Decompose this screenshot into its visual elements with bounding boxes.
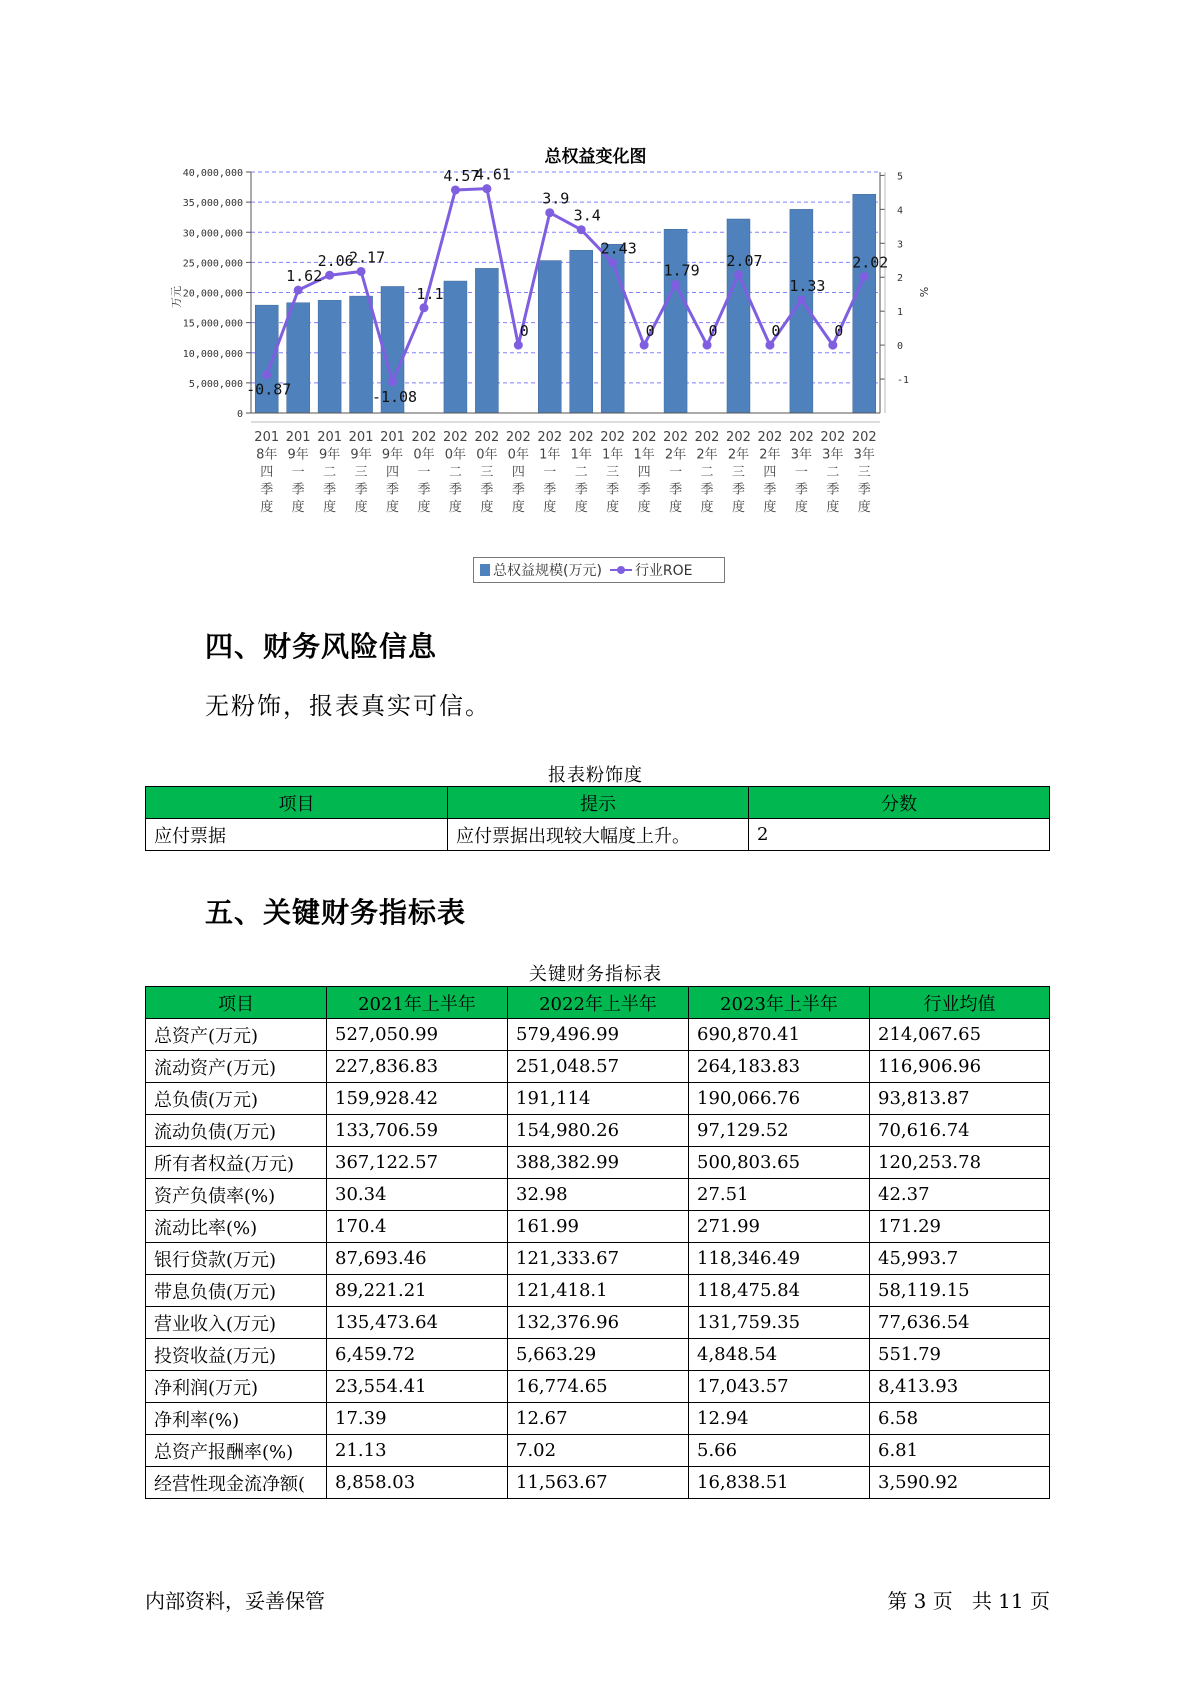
kpi-cell-2021: 527,050.99 [327, 1019, 508, 1051]
x-tick-label: 201 [285, 430, 311, 445]
roe-point [325, 271, 334, 280]
risk-table [145, 786, 1050, 851]
x-tick-label: 季 [700, 482, 714, 498]
x-tick-label: 度 [669, 500, 683, 515]
x-tick-label: 度 [543, 500, 557, 515]
x-tick-label: 季 [386, 482, 400, 498]
kpi-cell-2021: 6,459.72 [327, 1339, 508, 1371]
roe-point [640, 341, 649, 350]
kpi-cell-2023: 16,838.51 [689, 1467, 870, 1499]
kpi-cell-2022: 11,563.67 [508, 1467, 689, 1499]
equity-bar [444, 281, 467, 413]
x-tick-label: 度 [417, 500, 431, 515]
table-row [146, 1211, 1050, 1243]
x-tick-label: 季 [857, 482, 871, 498]
kpi-cell-2021: 159,928.42 [327, 1083, 508, 1115]
kpi-cell-2023: 271.99 [689, 1211, 870, 1243]
table-row [146, 819, 1050, 851]
kpi-cell-2023: 690,870.41 [689, 1019, 870, 1051]
kpi-table-caption: 关键财务指标表 [529, 964, 662, 985]
kpi-cell-2021: 21.13 [327, 1435, 508, 1467]
x-tick-label: 季 [637, 482, 651, 498]
x-tick-label: 202 [537, 430, 563, 445]
roe-point [451, 185, 460, 194]
x-tick-label: 202 [505, 430, 531, 445]
x-tick-label: 三 [480, 465, 494, 480]
roe-data-label: 4.61 [474, 165, 511, 184]
x-tick-label: 202 [474, 430, 500, 445]
roe-data-label: 2.06 [317, 252, 354, 271]
roe-data-label: 0 [771, 322, 781, 341]
x-tick-label: 度 [700, 500, 714, 515]
x-tick-label: 一 [794, 465, 808, 480]
chart-title: 总权益变化图 [544, 147, 647, 167]
kpi-cell-industry: 8,413.93 [870, 1371, 1050, 1403]
legend-label-roe: 行业ROE [634, 563, 693, 579]
x-tick-label: 202 [726, 430, 751, 445]
kpi-header-2022: 2022年上半年 [508, 987, 689, 1019]
roe-point [828, 341, 837, 350]
kpi-cell-2023: 264,183.83 [689, 1051, 870, 1083]
x-tick-label: 三 [354, 465, 368, 480]
table-row [146, 1371, 1050, 1403]
x-tick-label: 度 [354, 500, 368, 515]
kpi-cell-2021: 133,706.59 [327, 1115, 508, 1147]
legend-item-roe [610, 560, 693, 580]
kpi-cell-2021: 30.34 [327, 1179, 508, 1211]
kpi-cell-2022: 121,333.67 [508, 1243, 689, 1275]
x-tick-label: 度 [511, 500, 525, 515]
x-tick-label: 季 [794, 482, 808, 498]
x-tick-label: 8年 [256, 447, 278, 463]
x-tick-label: 度 [260, 500, 274, 515]
kpi-cell-2022: 7.02 [508, 1435, 689, 1467]
footer-left: 内部资料，妥善保管 [145, 1589, 325, 1613]
kpi-table [145, 986, 1050, 1499]
table-row [146, 1275, 1050, 1307]
risk-table-header [146, 787, 1050, 819]
kpi-cell-item: 所有者权益(万元) [146, 1147, 327, 1179]
x-tick-label: 0年 [413, 447, 435, 463]
kpi-cell-2022: 32.98 [508, 1179, 689, 1211]
x-tick-label: 季 [354, 482, 368, 498]
section4-text: 无粉饰，报表真实可信。 [205, 692, 491, 720]
roe-data-label: 2.17 [349, 248, 386, 267]
kpi-cell-industry: 42.37 [870, 1179, 1050, 1211]
equity-bar [664, 229, 687, 413]
section4-heading: 四、财务风险信息 [205, 630, 438, 663]
x-tick-label: 度 [731, 500, 745, 515]
x-tick-label: 度 [323, 500, 337, 515]
risk-cell-item: 应付票据 [146, 819, 448, 851]
kpi-cell-item: 投资收益(万元) [146, 1339, 327, 1371]
x-tick-label: 201 [380, 430, 405, 445]
x-tick-label: 度 [448, 500, 462, 515]
roe-point [797, 295, 806, 304]
roe-point [860, 272, 869, 281]
x-tick-label: 度 [857, 500, 871, 515]
kpi-cell-industry: 70,616.74 [870, 1115, 1050, 1147]
kpi-table-header [146, 987, 1050, 1019]
kpi-cell-item: 流动负债(万元) [146, 1115, 327, 1147]
x-tick-label: 202 [600, 430, 626, 445]
y-left-tick-label: 25,000,000 [182, 258, 243, 270]
kpi-cell-2021: 23,554.41 [327, 1371, 508, 1403]
y-right-tick-label: -1 [897, 375, 910, 387]
risk-header-score: 分数 [749, 787, 1050, 819]
x-tick-label: 1年 [539, 447, 561, 463]
roe-data-label: 0 [519, 322, 529, 341]
x-tick-label: 度 [606, 500, 620, 515]
chart-legend [473, 557, 725, 583]
x-tick-label: 季 [731, 482, 745, 498]
y-left-tick-label: 40,000,000 [182, 168, 243, 179]
roe-data-label: 2.43 [600, 239, 637, 258]
y-right-tick-label: 4 [897, 205, 904, 217]
kpi-cell-item: 流动资产(万元) [146, 1051, 327, 1083]
x-tick-label: 度 [291, 500, 305, 515]
x-tick-label: 度 [480, 500, 494, 515]
roe-point [357, 267, 366, 276]
y-left-tick-label: 5,000,000 [188, 378, 243, 390]
roe-point [608, 258, 617, 267]
x-tick-label: 季 [323, 482, 337, 498]
x-tick-label: 202 [851, 430, 877, 445]
kpi-cell-item: 带息负债(万元) [146, 1275, 327, 1307]
kpi-cell-item: 净利润(万元) [146, 1371, 327, 1403]
kpi-cell-2022: 579,496.99 [508, 1019, 689, 1051]
kpi-cell-item: 资产负债率(%) [146, 1179, 327, 1211]
table-row [146, 1147, 1050, 1179]
kpi-header-industry: 行业均值 [870, 987, 1050, 1019]
x-tick-label: 202 [820, 430, 846, 445]
table-row [146, 1115, 1050, 1147]
table-row [146, 1339, 1050, 1371]
x-tick-label: 四 [260, 465, 274, 480]
kpi-cell-item: 总资产(万元) [146, 1019, 327, 1051]
kpi-cell-industry: 214,067.65 [870, 1019, 1050, 1051]
table-row [146, 1243, 1050, 1275]
roe-data-label: 4.57 [443, 166, 480, 185]
kpi-cell-2022: 16,774.65 [508, 1371, 689, 1403]
kpi-cell-item: 银行贷款(万元) [146, 1243, 327, 1275]
x-tick-label: 度 [386, 500, 400, 515]
kpi-cell-2023: 118,475.84 [689, 1275, 870, 1307]
roe-data-label: 3.9 [542, 189, 570, 208]
table-row [146, 1435, 1050, 1467]
kpi-cell-item: 净利率(%) [146, 1403, 327, 1435]
kpi-header-item: 项目 [146, 987, 327, 1019]
kpi-cell-industry: 93,813.87 [870, 1083, 1050, 1115]
x-tick-label: 202 [631, 430, 657, 445]
x-tick-label: 202 [411, 430, 437, 445]
table-row [146, 1307, 1050, 1339]
x-tick-label: 9年 [318, 447, 341, 463]
kpi-cell-2021: 89,221.21 [327, 1275, 508, 1307]
x-tick-label: 0年 [507, 447, 529, 463]
footer-page-number: 第 3 页 共 11 页 [887, 1589, 1050, 1613]
y-left-tick-label: 35,000,000 [182, 198, 243, 210]
kpi-cell-2023: 131,759.35 [689, 1307, 870, 1339]
risk-header-hint: 提示 [448, 787, 749, 819]
kpi-cell-2022: 5,663.29 [508, 1339, 689, 1371]
table-row [146, 1083, 1050, 1115]
x-tick-label: 3年 [822, 447, 844, 463]
roe-data-label: 1.79 [663, 261, 700, 280]
x-tick-label: 二 [323, 465, 337, 480]
x-tick-label: 一 [291, 465, 305, 480]
kpi-cell-2022: 132,376.96 [508, 1307, 689, 1339]
x-tick-label: 季 [480, 482, 494, 498]
x-tick-label: 202 [443, 430, 468, 445]
x-tick-label: 1年 [602, 447, 624, 463]
x-tick-label: 季 [543, 482, 557, 498]
x-tick-label: 四 [386, 465, 400, 480]
kpi-cell-2021: 17.39 [327, 1403, 508, 1435]
roe-data-label: -1.08 [371, 387, 418, 406]
kpi-cell-2021: 87,693.46 [327, 1243, 508, 1275]
equity-bar [601, 244, 624, 413]
x-tick-label: 3年 [853, 447, 875, 463]
kpi-cell-2023: 97,129.52 [689, 1115, 870, 1147]
kpi-cell-2023: 5.66 [689, 1435, 870, 1467]
kpi-cell-2022: 388,382.99 [508, 1147, 689, 1179]
x-tick-label: 季 [417, 482, 431, 498]
x-tick-label: 202 [663, 430, 688, 445]
roe-point [671, 280, 680, 289]
x-tick-label: 三 [731, 465, 745, 480]
y-left-tick-label: 30,000,000 [182, 228, 243, 240]
table-row [146, 1403, 1050, 1435]
x-tick-label: 9年 [287, 447, 309, 463]
roe-data-label: 0 [645, 322, 655, 341]
roe-point [703, 341, 712, 350]
x-tick-label: 季 [291, 482, 305, 498]
x-tick-label: 二 [700, 465, 714, 480]
kpi-cell-2021: 135,473.64 [327, 1307, 508, 1339]
risk-header-item: 项目 [146, 787, 448, 819]
kpi-cell-2021: 367,122.57 [327, 1147, 508, 1179]
kpi-cell-2022: 161.99 [508, 1211, 689, 1243]
x-tick-label: 2年 [727, 447, 750, 463]
kpi-cell-2022: 251,048.57 [508, 1051, 689, 1083]
y-left-tick-label: 20,000,000 [182, 288, 243, 300]
y-right-tick-label: 1 [897, 307, 904, 319]
y-left-tick-label: 10,000,000 [182, 348, 243, 360]
kpi-cell-industry: 6.58 [870, 1403, 1050, 1435]
x-tick-label: 一 [417, 465, 431, 480]
x-tick-label: 度 [794, 500, 808, 515]
kpi-cell-2023: 500,803.65 [689, 1147, 870, 1179]
roe-data-label: 0 [708, 322, 718, 341]
x-tick-label: 季 [448, 482, 462, 498]
y-right-tick-label: 0 [897, 341, 904, 353]
x-tick-label: 202 [757, 430, 783, 445]
kpi-cell-item: 总资产报酬率(%) [146, 1435, 327, 1467]
roe-point [514, 341, 523, 350]
kpi-cell-industry: 116,906.96 [870, 1051, 1050, 1083]
x-tick-label: 二 [448, 465, 462, 480]
kpi-header-2023: 2023年上半年 [689, 987, 870, 1019]
x-tick-label: 度 [763, 500, 777, 515]
kpi-cell-2022: 191,114 [508, 1083, 689, 1115]
x-tick-label: 二 [574, 465, 588, 480]
equity-bar [350, 296, 373, 413]
equity-bar [475, 268, 498, 413]
roe-data-label: 0 [834, 322, 844, 341]
y-left-tick-label: 15,000,000 [182, 318, 243, 330]
roe-data-label: 1.1 [416, 284, 444, 303]
kpi-cell-industry: 45,993.7 [870, 1243, 1050, 1275]
equity-chart [0, 0, 1191, 560]
x-tick-label: 季 [511, 482, 525, 498]
x-tick-label: 201 [317, 430, 343, 445]
kpi-cell-2023: 4,848.54 [689, 1339, 870, 1371]
legend-bar-swatch [480, 564, 490, 576]
table-row [146, 1179, 1050, 1211]
x-tick-label: 9年 [350, 447, 372, 463]
equity-bar [570, 250, 593, 413]
x-tick-label: 三 [857, 465, 871, 480]
kpi-header-2021: 2021年上半年 [327, 987, 508, 1019]
legend-item-equity [480, 560, 602, 580]
kpi-cell-industry: 6.81 [870, 1435, 1050, 1467]
roe-point [482, 184, 491, 193]
table-row [146, 1019, 1050, 1051]
roe-point [765, 341, 774, 350]
y-right-tick-label: 5 [897, 171, 904, 183]
roe-data-label: 3.4 [573, 206, 601, 225]
kpi-cell-item: 流动比率(%) [146, 1211, 327, 1243]
roe-point [388, 377, 397, 386]
x-tick-label: 3年 [790, 447, 813, 463]
table-row [146, 1467, 1050, 1499]
x-tick-label: 季 [826, 482, 840, 498]
kpi-cell-industry: 77,636.54 [870, 1307, 1050, 1339]
roe-point [294, 286, 303, 295]
section5-heading: 五、关键财务指标表 [205, 896, 467, 929]
kpi-cell-2023: 27.51 [689, 1179, 870, 1211]
kpi-cell-2021: 8,858.03 [327, 1467, 508, 1499]
equity-bar [853, 194, 876, 413]
table-row [146, 1051, 1050, 1083]
x-tick-label: 一 [543, 465, 557, 480]
kpi-cell-industry: 58,119.15 [870, 1275, 1050, 1307]
risk-table-caption: 报表粉饰度 [548, 765, 643, 786]
roe-point [734, 270, 743, 279]
kpi-cell-2023: 118,346.49 [689, 1243, 870, 1275]
x-tick-label: 202 [568, 430, 594, 445]
x-tick-label: 四 [763, 465, 777, 480]
kpi-cell-industry: 120,253.78 [870, 1147, 1050, 1179]
kpi-cell-2023: 17,043.57 [689, 1371, 870, 1403]
y-left-axis-label: 万元 [170, 286, 183, 308]
x-tick-label: 202 [788, 430, 814, 445]
x-tick-label: 季 [260, 482, 274, 498]
equity-bar [727, 219, 750, 413]
legend-line-swatch [610, 564, 632, 576]
risk-cell-hint: 应付票据出现较大幅度上升。 [448, 819, 749, 851]
kpi-cell-2022: 121,418.1 [508, 1275, 689, 1307]
x-tick-label: 季 [606, 482, 620, 498]
x-tick-label: 季 [574, 482, 588, 498]
kpi-cell-2021: 170.4 [327, 1211, 508, 1243]
y-right-axis-label: % [917, 286, 930, 298]
legend-label-equity: 总权益规模(万元) [493, 563, 602, 579]
roe-point [545, 208, 554, 217]
x-tick-label: 四 [511, 465, 525, 480]
y-left-tick-label: 0 [236, 409, 243, 420]
roe-data-label: 2.07 [726, 251, 763, 270]
x-tick-label: 2年 [664, 447, 687, 463]
x-tick-label: 2年 [759, 447, 781, 463]
equity-bar [318, 300, 341, 413]
x-tick-label: 度 [826, 500, 840, 515]
roe-point [419, 303, 428, 312]
x-tick-label: 201 [348, 430, 374, 445]
x-tick-label: 季 [763, 482, 777, 498]
x-tick-label: 季 [669, 482, 683, 498]
kpi-cell-item: 经营性现金流净额( [146, 1467, 327, 1499]
kpi-cell-industry: 551.79 [870, 1339, 1050, 1371]
kpi-cell-2021: 227,836.83 [327, 1051, 508, 1083]
x-tick-label: 1年 [570, 447, 592, 463]
x-tick-label: 三 [606, 465, 620, 480]
roe-data-label: 1.33 [789, 276, 826, 295]
equity-bar [538, 261, 561, 413]
kpi-cell-2022: 154,980.26 [508, 1115, 689, 1147]
x-tick-label: 二 [826, 465, 840, 480]
roe-data-label: 1.62 [286, 267, 323, 286]
roe-data-label: 2.02 [852, 253, 889, 272]
x-tick-label: 202 [694, 430, 720, 445]
x-tick-label: 0年 [476, 447, 498, 463]
kpi-cell-2023: 190,066.76 [689, 1083, 870, 1115]
risk-cell-score: 2 [749, 819, 1050, 851]
roe-point [577, 225, 586, 234]
x-tick-label: 度 [574, 500, 588, 515]
x-tick-label: 201 [254, 430, 280, 445]
kpi-cell-industry: 3,590.92 [870, 1467, 1050, 1499]
roe-point [262, 370, 271, 379]
kpi-cell-2023: 12.94 [689, 1403, 870, 1435]
y-right-tick-label: 2 [897, 273, 904, 285]
x-tick-label: 9年 [381, 447, 404, 463]
x-tick-label: 0年 [444, 447, 467, 463]
y-right-tick-label: 3 [897, 239, 904, 251]
x-tick-label: 一 [669, 465, 683, 480]
kpi-cell-2022: 12.67 [508, 1403, 689, 1435]
kpi-cell-item: 营业收入(万元) [146, 1307, 327, 1339]
roe-data-label: -0.87 [246, 380, 292, 399]
x-tick-label: 四 [637, 465, 651, 480]
kpi-cell-item: 总负债(万元) [146, 1083, 327, 1115]
x-tick-label: 1年 [633, 447, 655, 463]
x-tick-label: 度 [637, 500, 651, 515]
x-tick-label: 2年 [696, 447, 718, 463]
kpi-cell-industry: 171.29 [870, 1211, 1050, 1243]
